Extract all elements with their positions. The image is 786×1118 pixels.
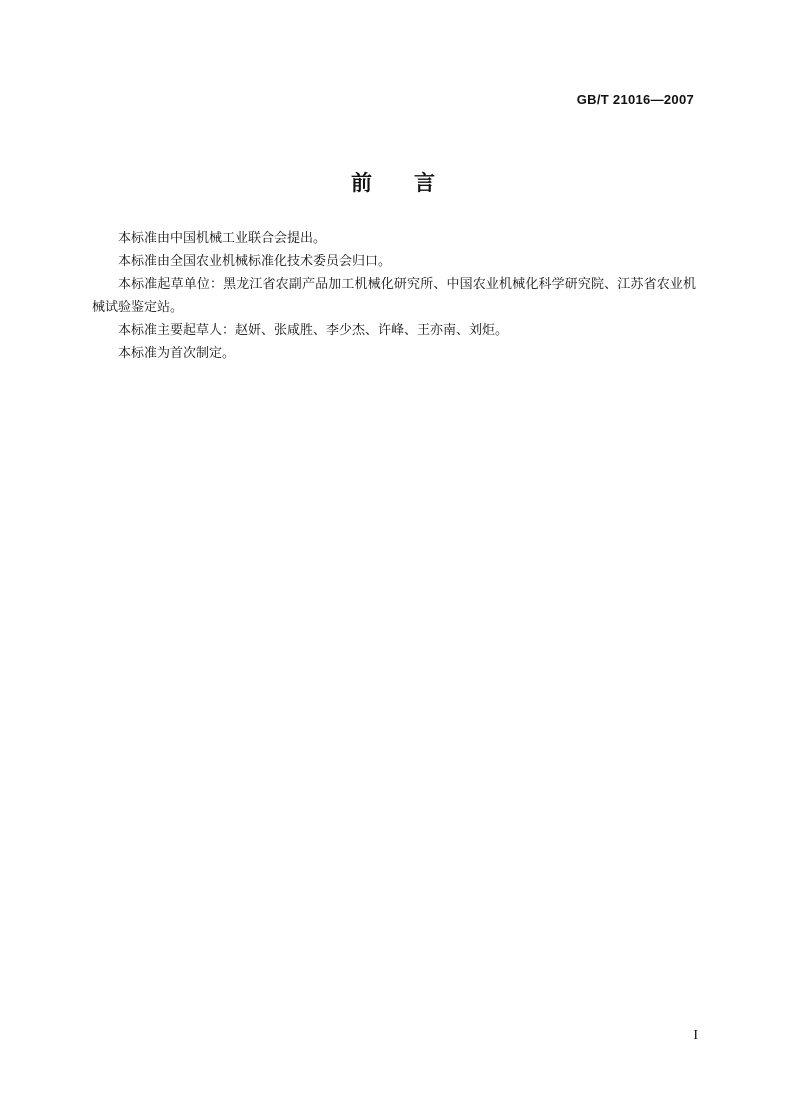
standard-code: GB/T 21016—2007	[576, 92, 694, 107]
paragraph-first-edition: 本标准为首次制定。	[118, 346, 236, 361]
paragraph-proposer: 本标准由中国机械工业联合会提出。	[118, 231, 327, 246]
paragraph-drafters: 本标准主要起草人：赵妍、张咸胜、李少杰、许峰、王亦南、刘炬。	[118, 323, 509, 338]
page-number: I	[693, 1028, 698, 1043]
page-title: 前言	[351, 171, 477, 195]
preface-body	[92, 227, 696, 365]
paragraph-drafting-units: 本标准起草单位：黑龙江省农副产品加工机械化研究所、中国农业机械化科学研究院、江苏省农业机械试验鉴定站。	[92, 277, 696, 315]
paragraph-administrator: 本标准由全国农业机械标准化技术委员会归口。	[118, 254, 392, 269]
